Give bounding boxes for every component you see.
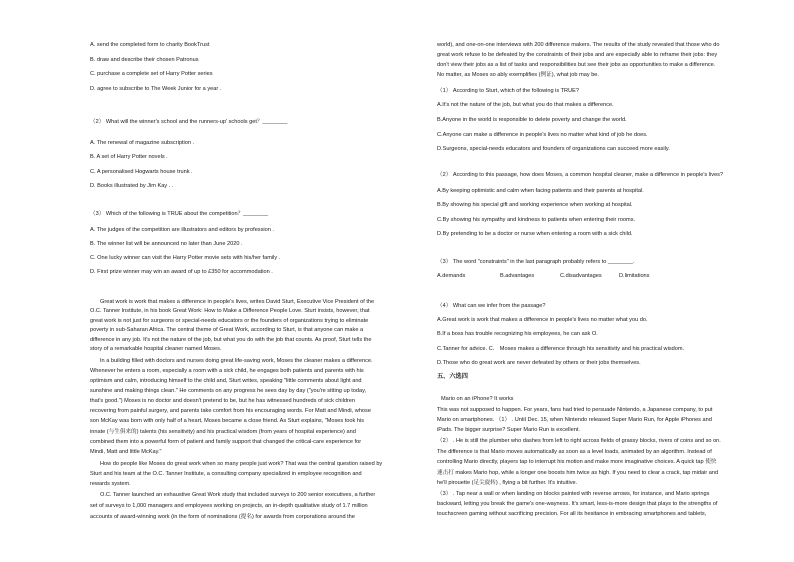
q2-option-d: D. Books illustrated by Jim Kay . . (90, 183, 174, 189)
q3-option-b: B. The winner list will be announced no later than June 2020 . (90, 241, 243, 247)
q2-option-d: D.By pretending to be a doctor or nurse when entering a room with a sick child. (437, 231, 633, 237)
passage2-line: he'll pirouette (足尖旋转) , flying a bit further. It's intuitive. (437, 480, 578, 486)
passage2-line: This was not supposed to happen. For years, fans had tried to persuade Nintendo, a Japanese company, to put (437, 407, 713, 413)
passage2-line: The difference is that Mario moves automatically as soon as a level loads, animated by an algorithm. Instead of (437, 449, 712, 455)
q2-option-a: A.By keeping optimistic and calm when facing patients and their parents at hospital. (437, 188, 644, 194)
q3-stem: （3） The word "constraints" in the last paragraph probably refers to ________. (437, 259, 635, 265)
q3-stem: （3） Which of the following is TRUE about the competition？________ (90, 211, 269, 217)
passage-line: accounts of award-winning work (in the form of nominations (提名) for awards from corporations around the (90, 514, 355, 520)
passage-line: O.C. Tanner Institute, in his book Great Work: How to Make a Difference People Love. Sturt insists, however, that (90, 308, 370, 314)
q3-option-d: D.limitations (619, 273, 650, 279)
passage-line: O.C. Tanner launched an exhaustive Great Work study that included surveys to 200 senior executives, a further (100, 492, 376, 498)
passage2-line: （3） . Tap near a wall or when landing on blocks painted with reverse arrows, for instance, and Mario springs (437, 491, 710, 497)
passage-line: Sturt and his team at the O.C. Tanner Institute, a consulting company specialized in employee recognition and (90, 471, 362, 477)
q1-option-d: D. agree to subscribe to The Week Junior for a year . (90, 86, 222, 92)
passage-line: story of a remarkable hospital cleaner named Moses. (90, 346, 222, 352)
q4-stem: （4） What can we infer from the passage? (437, 303, 546, 309)
q1-option-b: B. draw and describe their chosen Patronus (90, 57, 199, 63)
q2-stem: （2） What will the winner's school and the runners-up' schools get？________ (90, 119, 288, 125)
passage-line: great work is not just for surgeons or special-needs educators or the founders of organizations trying to eliminate (90, 318, 369, 324)
section-title: 五、六选四 (437, 373, 468, 380)
q1-option-c: C.Anyone can make a difference in people's lives no matter what kind of job he does. (437, 132, 648, 138)
passage2-line: 速击打 makes Mario hop, while a longer one boosts him twice as high. If you need to clear a crack, tap midair and (437, 470, 719, 476)
passage-line: don't view their jobs as a list of tasks and responsibilities but see their jobs as opportunities to make a difference. (437, 62, 716, 68)
passage-line: son McKay was born with only half of a heart, Moses became a close friend. As Sturt explains, "Moses took his (90, 418, 365, 424)
passage2-line: controlling Mario directly, players tap to interrupt his motion and make more imaginative choices. A quick tap 使快 (437, 459, 717, 465)
q2-option-c: C.By showing his sympathy and kindness to patients when entering their rooms. (437, 217, 636, 223)
passage-line: No matter, as Moses so ably exemplifies (例证), what job may be. (437, 72, 599, 78)
q3-option-b: B.advantages (500, 273, 535, 279)
q2-option-b: B. A set of Harry Potter novels . (90, 154, 168, 160)
passage2-line: Mario on smartphones. （1） . Until Dec. 15, when Nintendo released Super Mario Run, for Apple iPhones and (437, 417, 712, 423)
passage-line: combined them into a powerful form of patient and family support that changed the critical-care experience for (90, 439, 362, 445)
q3-option-a: A.demands (437, 273, 466, 279)
passage-line: poverty in sub-Saharan Africa. The central theme of Great Work, according to Sturt, is that anyone can make a (90, 327, 364, 333)
passage2-line: iPads. The bigger surprise? Super Mario Run is excellent. (437, 427, 580, 433)
passage-line: great work refuse to be defeated by the constraints of their jobs and are especially able to reframe their jobs: they (437, 52, 718, 58)
q3-option-a: A. The judges of the competition are illustrators and editors by profession . (90, 227, 274, 233)
q3-option-d: D. First prize winner may win an award of up to £350 for accommodation . (90, 269, 273, 275)
column-gutter (397, 0, 437, 562)
q1-option-c: C. purchase a complete set of Harry Potter series (90, 71, 213, 77)
q2-option-b: B.By showing his special gift and working experience when working at hospital. (437, 202, 633, 208)
passage-line: innate (与生俱来的) talents (his sensitivity) and his practical wisdom (from years of hospital experience) and (90, 429, 356, 435)
passage-line: Great work is work that makes a difference in people's lives, writes David Sturt, Executive Vice President of the (100, 299, 375, 305)
passage-line: that's good.") Moses is no doctor and doesn't pretend to be, but he has witnessed hundreds of sick children (90, 398, 356, 404)
passage-line: sunshine and making things clean." He comments on any progress he sees day by day ("you're sitting up today, (90, 388, 367, 394)
q3-option-c: C.disadvantages (560, 273, 602, 279)
passage-line: How do people like Moses do great work when so many people just work? That was the central question raised by (100, 461, 383, 467)
q4-option-c: C.Tanner for advice. C． Moses makes a difference through his sensitivity and his practical wisdom. (437, 346, 685, 352)
q1-option-a: A.It's not the nature of the job, but what you do that makes a difference. (437, 102, 614, 108)
passage-line: Mindi, Matt and little McKay." (90, 449, 162, 455)
passage-line: set of surveys to 1,000 managers and employees working on projects, an in-depth qualitative study of 1.7 million (90, 503, 368, 509)
q1-option-a: A. send the completed form to charity BookTrust (90, 42, 210, 48)
passage2-line: （2） . He is still the plumber who dashes from left to right across fields of grassy blocks, rivers of coins and so on. (437, 438, 721, 444)
q2-option-c: C. A personalised Hogwarts house trunk . (90, 169, 193, 175)
passage-line: recovering from painful surgery, and parents take comfort from his encouraging words. For Matt and Mindi, whose (90, 408, 371, 414)
q3-option-c: C. One lucky winner can visit the Harry Potter movie sets with his/her family . (90, 255, 281, 261)
passage-line: rewards system. (90, 481, 131, 487)
q1-option-b: B.Anyone in the world is responsible to delete poverty and change the world. (437, 117, 627, 123)
passage2-line: backward, letting you break the game's one-wayness. It's smart, less-is-more design that plays to the strengths of (437, 501, 718, 507)
q4-option-d: D.Those who do great work are never defeated by others or their jobs themselves. (437, 360, 641, 366)
passage2-title: Mario on an iPhone? It works (441, 396, 514, 402)
passage-line: world), and one-on-one interviews with 200 difference makers. The results of the study revealed that those who do (437, 42, 720, 48)
q4-option-a: A.Great work is work that makes a difference in people's lives no matter what you do. (437, 317, 648, 323)
q2-stem: （2） According to this passage, how does Moses, a common hospital cleaner, make a difference in people's lives? (437, 172, 724, 178)
q2-option-a: A. The renewal of magazine subscription . (90, 140, 195, 146)
passage-line: Whenever he enters a room, especially a room with a sick child, he engages both patients and parents with his (90, 368, 364, 374)
q1-stem: （1） According to Sturt, which of the following is TRUE? (437, 88, 579, 94)
passage-line: difference in any job. It's not the nature of the job, but what you do with the job that counts. As proof, Sturt tells the (90, 337, 372, 343)
passage-line: In a building filled with doctors and nurses doing great life-saving work, Moses the cleaner makes a difference. (100, 358, 373, 364)
passage2-line: touchscreen gaming without sacrificing precision. For all its hesitance in embracing smartphones and tablets, (437, 511, 707, 517)
q4-option-b: B.If a boss has trouble recognizing his employees, he can ask O. (437, 331, 598, 337)
passage-line: optimism and calm, introducing himself to the child and, Sturt writes, speaking "little comments about light and (90, 378, 362, 384)
q1-option-d: D.Surgeons, special-needs educators and founders of organizations can succeed more easily. (437, 146, 670, 152)
